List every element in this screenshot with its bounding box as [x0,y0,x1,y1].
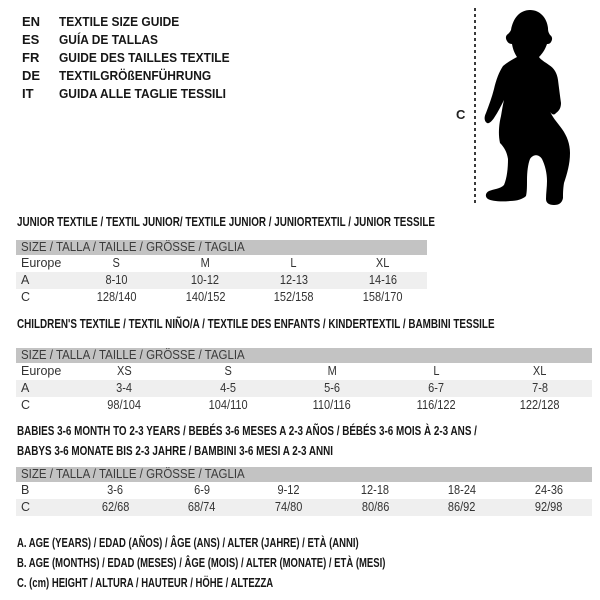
table-row [16,499,592,516]
legend-line: C. (cm) HEIGHT / ALTURA / HAUTEUR / HÖHE / ALTEZZA [17,576,274,590]
language-row [22,85,244,103]
table-cell: 62/68 [101,500,130,514]
table-cell: XS [116,364,132,378]
section-title-line: CHILDREN'S TEXTILE / TEXTIL NIÑO/A / TEXTILE DES ENFANTS / KINDERTEXTIL / BAMBINI TESSILE [17,316,495,331]
childrens-textile-title [17,314,600,334]
language-label: GUIDA ALLE TAGLIE TESSILI [59,86,227,101]
table-cell: XL [375,256,390,270]
language-code: IT [22,86,34,101]
row-label: C [21,500,31,514]
junior-textile-table [16,240,427,306]
baby-silhouette-icon [483,6,595,208]
table-cell: S [224,364,232,378]
row-label: Europe [21,364,62,378]
table-cell: 86/92 [448,500,476,514]
size-header-bar: SIZE / TALLA / TAILLE / GRÖSSE / TAGLIA [16,240,427,255]
table-cell: 6-9 [194,483,210,497]
babies-textile-title [17,421,600,461]
table-cell: 4-5 [220,381,236,395]
childrens-textile-table [16,348,592,414]
table-cell: 80/86 [361,500,390,514]
table-cell: 3-6 [107,483,124,497]
language-label: GUÍA DE TALLAS [59,32,159,47]
legend-line: B. AGE (MONTHS) / EDAD (MESES) / ÂGE (MOIS) / ALTER (MONATE) / ETÀ (MESI) [17,556,386,570]
table-cell: 14-16 [368,273,397,287]
row-label: A [21,273,30,287]
table-cell: 98/104 [107,398,141,412]
language-row [22,49,244,67]
table-cell: 12-18 [361,483,390,497]
table-cell: 158/170 [362,290,403,304]
row-label: Europe [21,256,62,270]
table-cell: 24-36 [534,483,563,497]
table-cell: 8-10 [105,273,128,287]
table-cell: 68/74 [188,500,216,514]
measurement-legend [17,533,502,593]
table-row [16,363,592,380]
table-row [16,397,592,414]
table-row [16,380,592,397]
table-cell: 110/116 [312,398,352,412]
table-cell: L [432,364,440,378]
table-cell: 74/80 [274,500,303,514]
junior-textile-title [17,212,567,232]
legend-line: A. AGE (YEARS) / EDAD (AÑOS) / ÂGE (ANS) / ALTER (JAHRE) / ETÀ (ANNI) [17,536,359,550]
table-cell: 128/140 [96,290,137,304]
language-code: EN [22,14,41,29]
table-cell: XL [533,364,547,378]
language-code: ES [22,32,40,47]
language-row [22,31,244,49]
language-list [22,13,244,103]
babies-textile-table [16,467,592,516]
table-cell: 104/110 [208,398,248,412]
table-cell: S [112,256,121,270]
row-label: A [21,381,30,395]
row-label: B [21,483,30,497]
table-cell: 18-24 [447,483,477,497]
table-cell: M [200,256,210,270]
table-row [16,272,427,289]
row-label: C [21,290,31,304]
table-row [16,289,427,306]
table-cell: 9-12 [277,483,300,497]
section-title-line: BABIES 3-6 MONTH TO 2-3 YEARS / BEBÉS 3-6 MESES A 2-3 AÑOS / BÉBÉS 3-6 MOIS À 2-3 ANS / [17,423,477,438]
table-cell: 140/152 [185,290,226,304]
language-label: TEXTILE SIZE GUIDE [59,14,180,29]
table-cell: 12-13 [279,273,308,287]
table-row [16,482,592,499]
height-measure-label: C [456,107,466,122]
table-cell: 92/98 [534,500,563,514]
language-label: TEXTILGRÖßENFÜHRUNG [59,68,212,83]
table-cell: 5-6 [324,381,340,395]
table-cell: 3-4 [116,381,132,395]
table-cell: M [327,364,337,378]
language-code: DE [22,68,41,83]
size-header-bar: SIZE / TALLA / TAILLE / GRÖSSE / TAGLIA [16,467,592,482]
height-measure-dashed-line [474,8,476,206]
table-cell: 116/122 [416,398,456,412]
table-cell: 7-8 [532,381,548,395]
section-title-line: BABYS 3-6 MONATE BIS 2-3 JAHRE / BAMBINI 3-6 MESI A 2-3 ANNI [17,443,334,458]
language-row [22,13,244,31]
table-cell: 6-7 [428,381,444,395]
section-title-line: JUNIOR TEXTILE / TEXTIL JUNIOR/ TEXTILE JUNIOR / JUNIORTEXTIL / JUNIOR TESSILE [17,214,435,229]
table-cell: L [290,256,297,270]
language-row [22,67,244,85]
row-label: C [21,398,31,412]
size-header-bar: SIZE / TALLA / TAILLE / GRÖSSE / TAGLIA [16,348,592,363]
table-cell: 10-12 [191,273,220,287]
table-cell: 152/158 [273,290,314,304]
language-code: FR [22,50,40,65]
language-label: GUIDE DES TAILLES TEXTILE [59,50,230,65]
table-row [16,255,427,272]
table-cell: 122/128 [520,398,560,412]
